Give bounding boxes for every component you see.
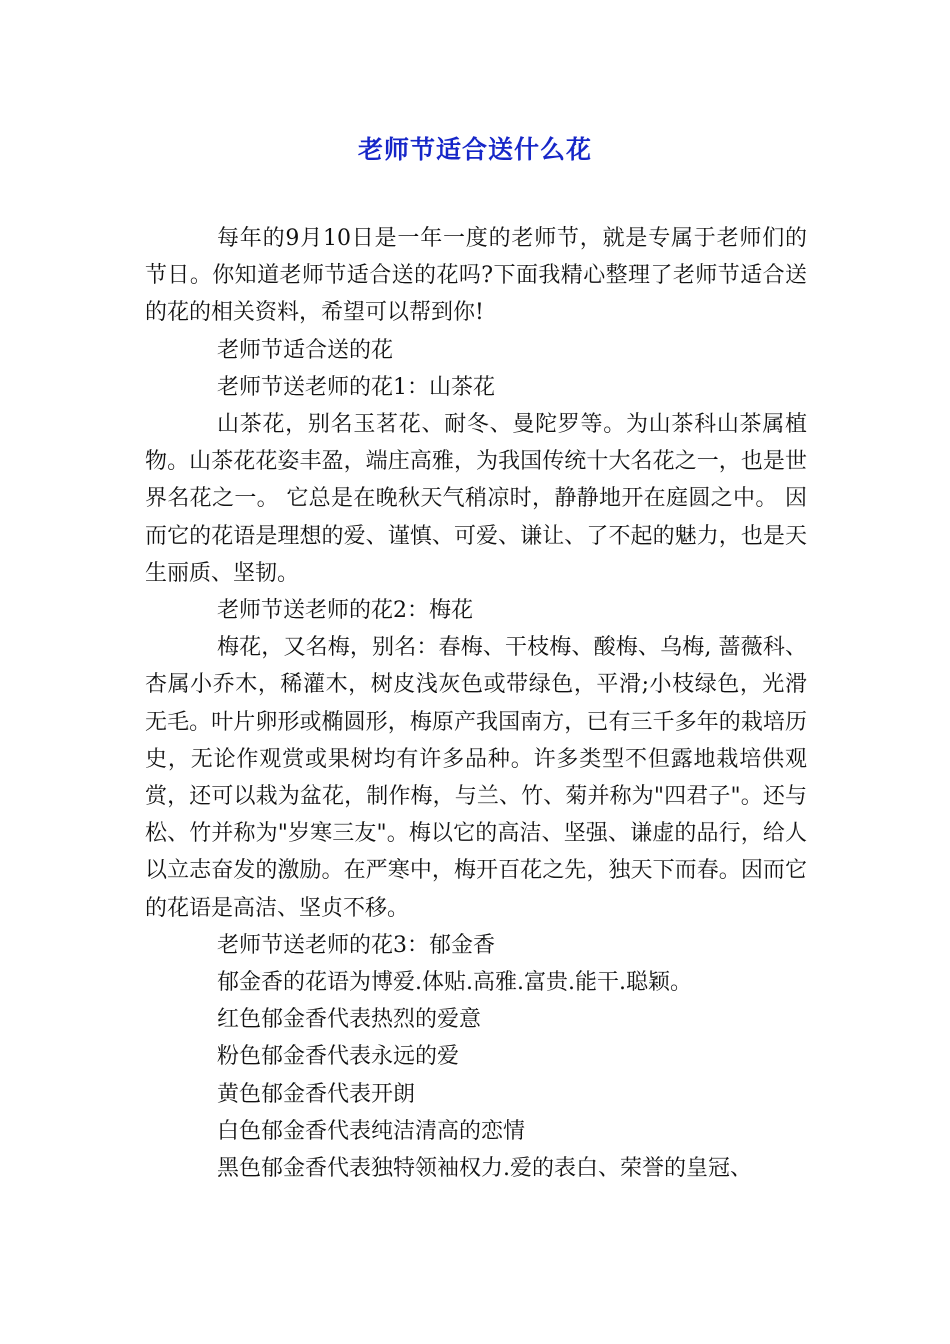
paragraph-camellia: 山茶花，别名玉茗花、耐冬、曼陀罗等。为山茶科山茶属植物。山茶花花姿丰盈，端庄高雅，为我国传统十大名花之一，也是世界名花之一。 它总是在晚秋天气稍凉时，静静地开在庭圆之中。 因而它的花语是理想的爱、谨慎、可爱、谦让、了不起的魅力，也是天生丽质、坚韧。	[145, 412, 807, 586]
paragraph-plum: 梅花，又名梅，别名：春梅、干枝梅、酸梅、乌梅, 蔷薇科、杏属小乔木，稀灌木，树皮浅灰色或带绿色，平滑;小枝绿色，光滑无毛。叶片卵形或椭圆形，梅原产我国南方，已有三千多年的栽培历史，无论作观赏或果树均有许多品种。许多类型不但露地栽培供观赏，还可以栽为盆花，制作梅，与兰、竹、菊并称为"四君子"。还与松、竹并称为"岁寒三友"。梅以它的高洁、坚强、谦虚的品行，给人以立志奋发的激励。在严寒中，梅开百花之先，独天下而春。因而它的花语是高洁、坚贞不移。	[145, 635, 807, 921]
list-item: 粉色郁金香代表永远的爱	[217, 1044, 460, 1070]
page-title: 老师节适合送什么花	[357, 135, 592, 164]
list-item: 黄色郁金香代表开朗	[217, 1081, 416, 1107]
flower-heading-1: 老师节送老师的花1：山茶花	[217, 374, 495, 400]
section-heading: 老师节适合送的花	[217, 337, 394, 363]
list-item: 白色郁金香代表纯洁清高的恋情	[217, 1118, 526, 1144]
document-body	[145, 220, 807, 1187]
list-item: 黑色郁金香代表独特领袖权力.爱的表白、荣誉的皇冠、	[217, 1156, 752, 1182]
flower-heading-2: 老师节送老师的花2：梅花	[217, 598, 473, 624]
paragraph-tulip-meaning: 郁金香的花语为博爱.体贴.高雅.富贵.能干.聪颖。	[217, 970, 692, 996]
list-item: 红色郁金香代表热烈的爱意	[217, 1007, 482, 1033]
flower-heading-3: 老师节送老师的花3：郁金香	[217, 932, 495, 958]
paragraph-intro: 每年的9月10日是一年一度的老师节，就是专属于老师们的节日。你知道老师节适合送的花吗?下面我精心整理了老师节适合送的花的相关资料，希望可以帮到你!	[145, 226, 807, 326]
